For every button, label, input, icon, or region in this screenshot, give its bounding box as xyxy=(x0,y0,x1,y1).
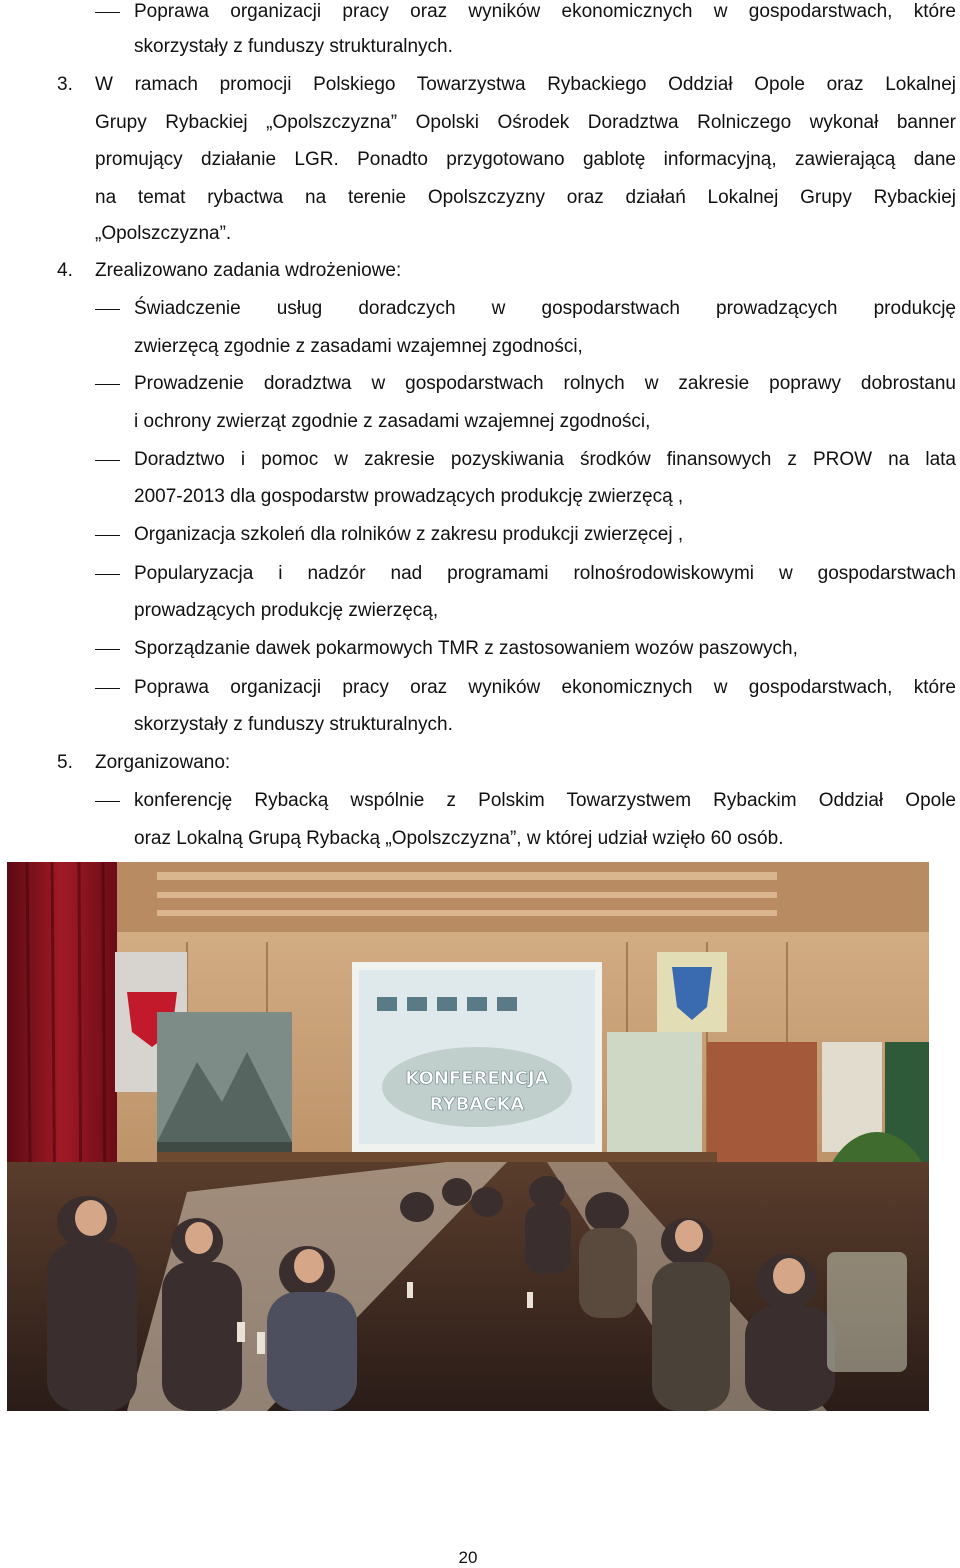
list-heading: Zrealizowano zadania wdrożeniowe: xyxy=(95,260,402,281)
text-line: oraz Lokalną Grupą Rybacką „Opolszczyzna”, w której udział wzięło 60 osób. xyxy=(134,828,784,849)
text-line: „Opolszczyzna”. xyxy=(95,223,232,244)
bullet-dash xyxy=(95,688,120,689)
bullet-dash xyxy=(95,309,120,310)
text-line: Grupy Rybackiej „Opolszczyzna” Opolski Ośrodek Doradztwa Rolniczego wykonał banner xyxy=(95,112,956,133)
text-line: Doradztwo i pomoc w zakresie pozyskiwania środków finansowych z PROW na lata xyxy=(134,449,956,470)
text-line: zwierzęcą zgodnie z zasadami wzajemnej zgodności, xyxy=(134,336,583,357)
text-line: Poprawa organizacji pracy oraz wyników ekonomicznych w gospodarstwach, które xyxy=(134,1,956,22)
bullet-dash xyxy=(95,535,120,536)
text-line: Organizacja szkoleń dla rolników z zakresu produkcji zwierzęcej , xyxy=(134,524,684,545)
bullet-dash xyxy=(95,460,120,461)
text-line: Popularyzacja i nadzór nad programami rolnośrodowiskowymi w gospodarstwach xyxy=(134,563,956,584)
screen-text-line2: RYBACKA xyxy=(429,1094,525,1115)
conference-photo xyxy=(7,862,929,1411)
text-line: W ramach promocji Polskiego Towarzystwa Rybackiego Oddział Opole oraz Lokalnej xyxy=(95,74,956,95)
bullet-dash xyxy=(95,649,120,650)
bullet-dash xyxy=(95,12,120,13)
text-line: Świadczenie usług doradczych w gospodarstwach prowadzących produkcję xyxy=(134,298,956,319)
text-line: skorzystały z funduszy strukturalnych. xyxy=(134,714,453,735)
list-number: 4. xyxy=(57,260,73,281)
list-number: 3. xyxy=(57,74,73,95)
bullet-dash xyxy=(95,384,120,385)
text-line: na temat rybactwa na terenie Opolszczyzny oraz działań Lokalnej Grupy Rybackiej xyxy=(95,187,956,208)
page-number: 20 xyxy=(458,1548,478,1567)
bullet-dash xyxy=(95,801,120,802)
list-number: 5. xyxy=(57,752,73,773)
text-line: promujący działanie LGR. Ponadto przygotowano gablotę informacyjną, zawierającą dane xyxy=(95,149,956,170)
text-line: Poprawa organizacji pracy oraz wyników ekonomicznych w gospodarstwach, które xyxy=(134,677,956,698)
screen-text-line1: KONFERENCJA xyxy=(405,1068,549,1089)
bullet-dash xyxy=(95,574,120,575)
text-line: Prowadzenie doradztwa w gospodarstwach rolnych w zakresie poprawy dobrostanu xyxy=(134,373,956,394)
text-line: i ochrony zwierząt zgodnie z zasadami wzajemnej zgodności, xyxy=(134,411,651,432)
text-line: konferencję Rybacką wspólnie z Polskim Towarzystwem Rybackim Oddział Opole xyxy=(134,790,956,811)
text-line: 2007-2013 dla gospodarstw prowadzących produkcję zwierzęcą , xyxy=(134,486,684,507)
text-line: Sporządzanie dawek pokarmowych TMR z zastosowaniem wozów paszowych, xyxy=(134,638,798,659)
text-line: skorzystały z funduszy strukturalnych. xyxy=(134,36,453,57)
list-heading: Zorganizowano: xyxy=(95,752,231,773)
text-line: prowadzących produkcję zwierzęcą, xyxy=(134,600,439,621)
